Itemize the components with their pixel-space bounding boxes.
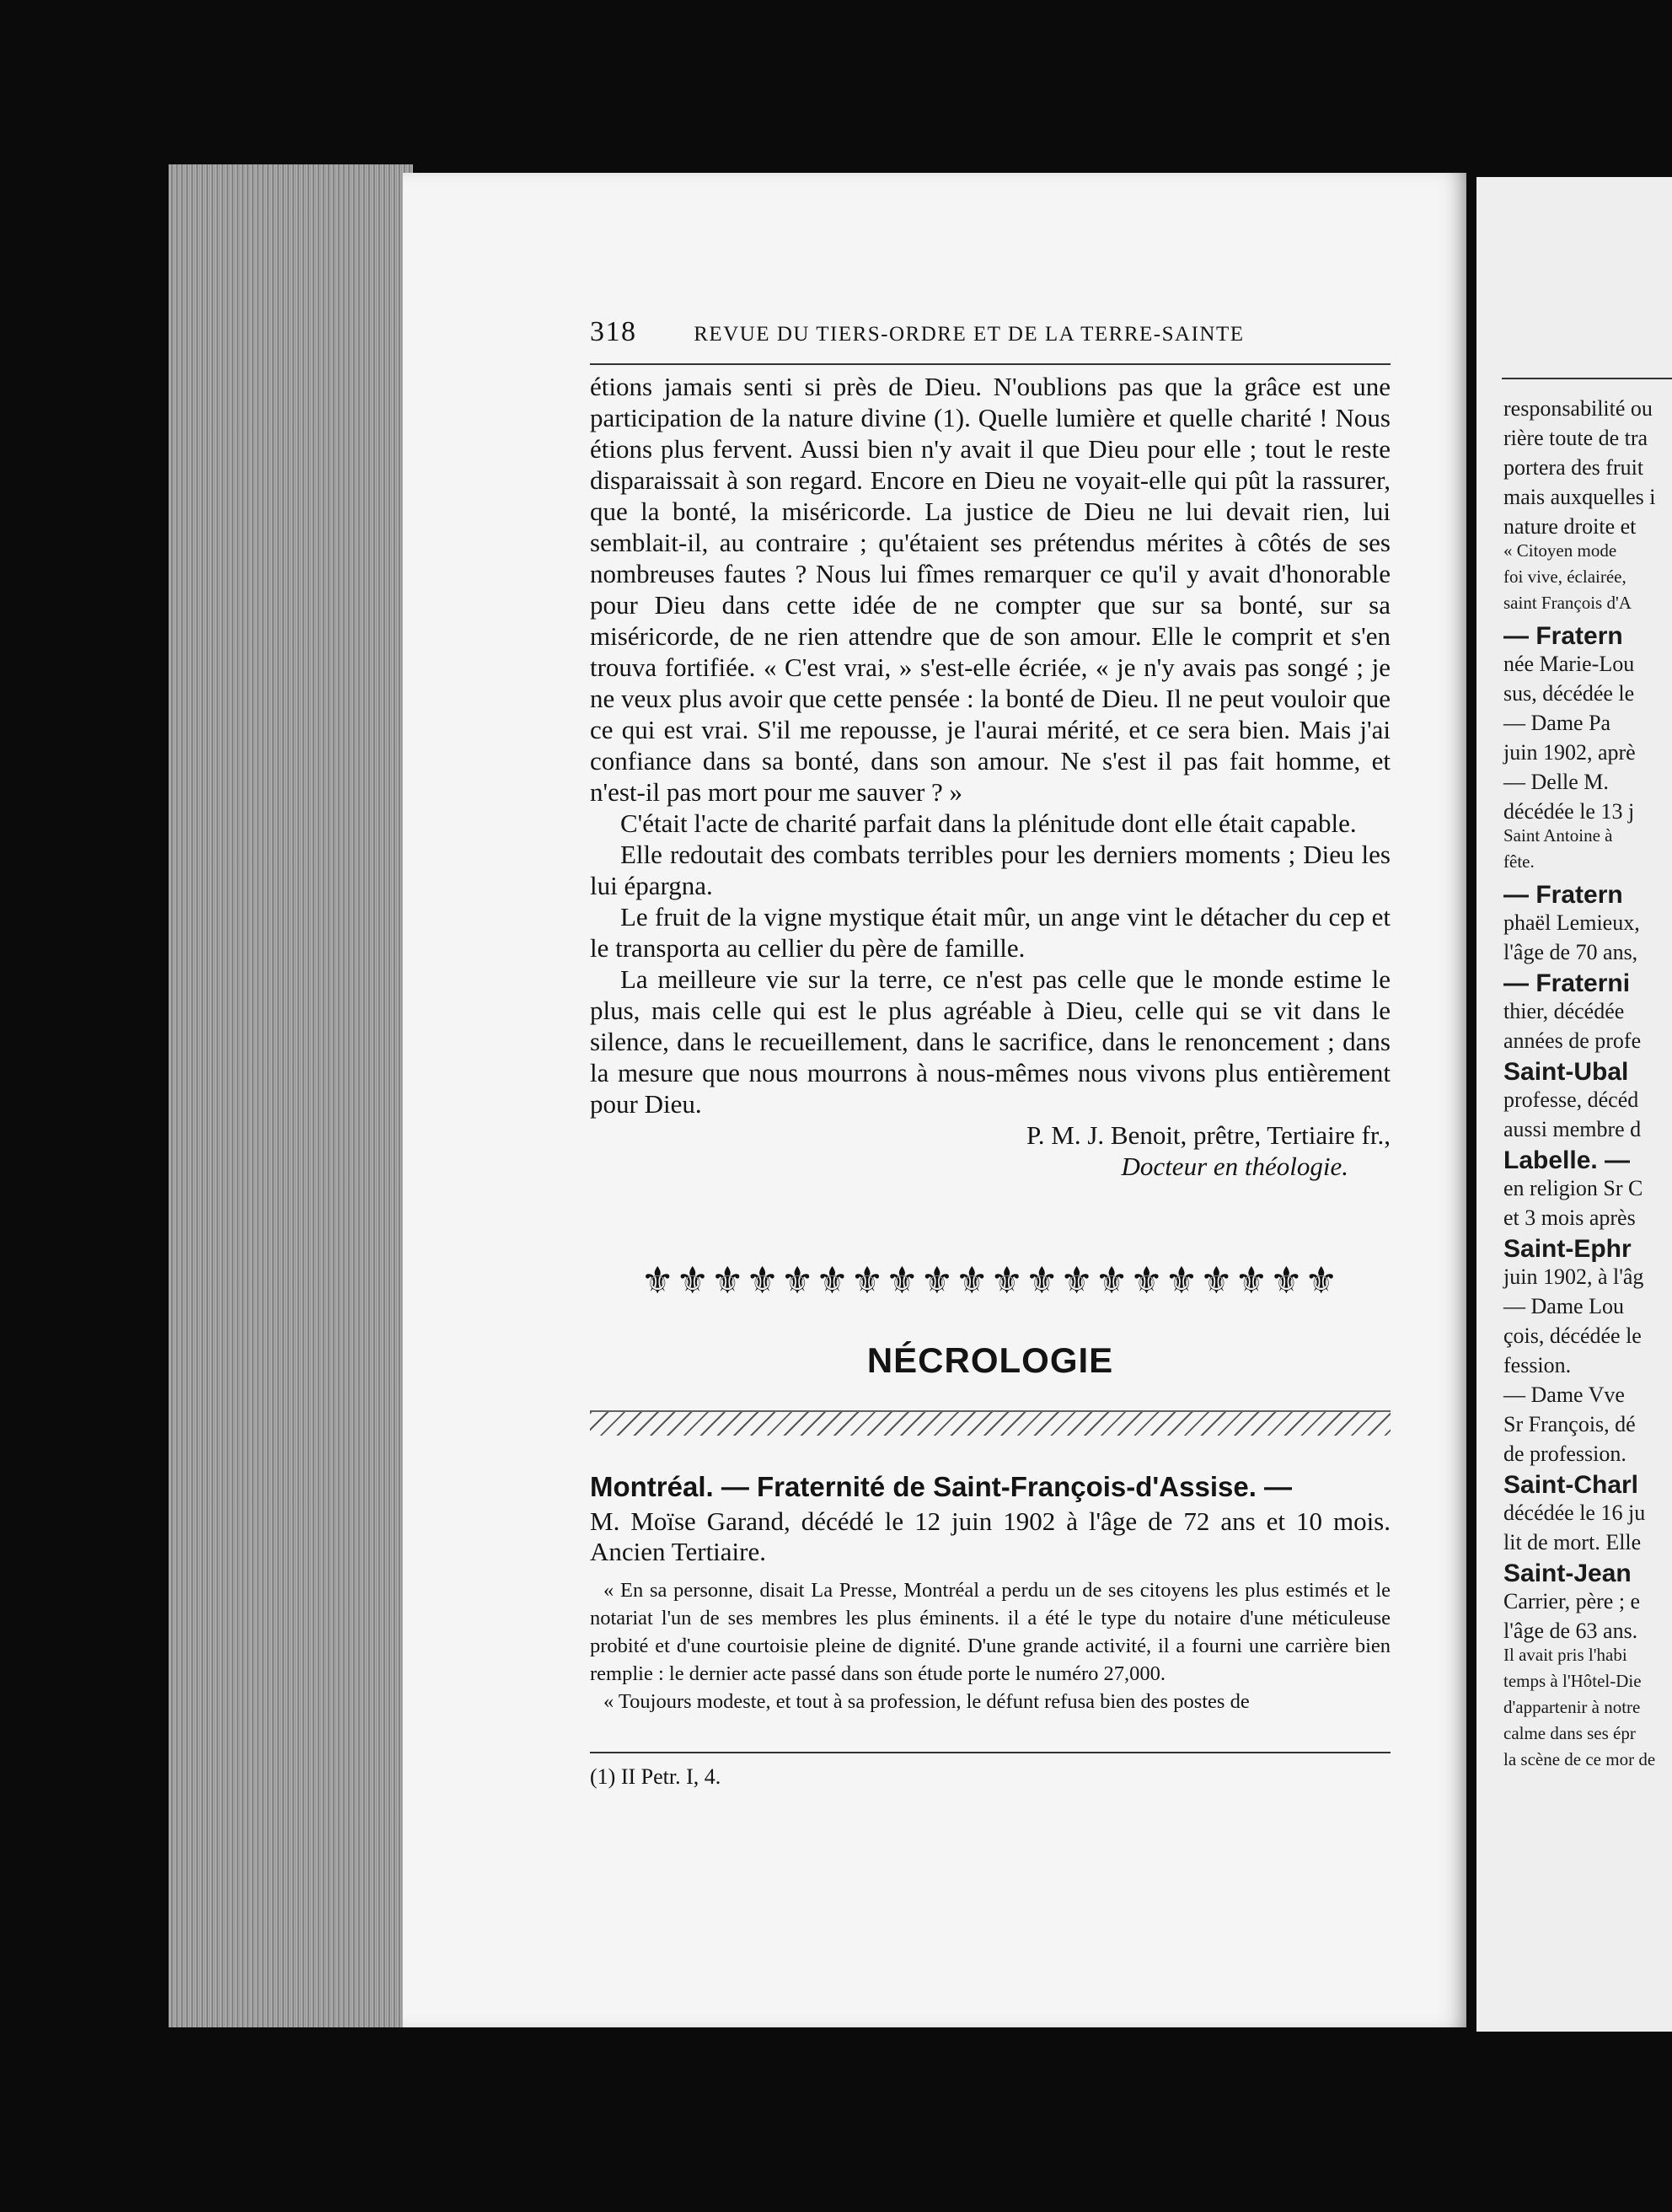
right-page-line: aussi membre d [1503,1117,1642,1141]
right-header-rule [1502,378,1672,379]
right-page-line: temps à l'Hôtel-Die [1503,1671,1642,1691]
right-page-line: décédée le 13 j [1503,799,1635,824]
right-page-line: en religion Sr C [1503,1176,1643,1200]
quote-paragraph-1: « En sa personne, disait La Presse, Montréal a perdu un de ses citoyens les plus estimés et le notariat l'un de ses membres les plus éminents. il a été le type du notaire d'une méticuleuse probité et d'une courtoisie pleine de dignité. D'une grande activité, il a fourni une carrière bien remplie : le dernier acte passé dans son étude porte le numéro 27,000. [590,1579,1391,1685]
right-page-line: sus, décédée le [1503,681,1635,706]
right-page-line: — Fraterni [1503,969,1631,997]
right-page-line: — Fratern [1503,881,1623,909]
right-page-line: « Citoyen mode [1503,540,1617,561]
paragraph-1: étions jamais senti si près de Dieu. N'oublions pas que la grâce est une participation de la nature divine (1). Quelle lumière et quelle charité ! Nous étions plus fervent. Aussi bien n'y avait il que Dieu pour elle ; tout le reste disparaissait à son regard. Encore en Dieu ne voyait-elle qui pût la rassurer, que la bonté, la miséricorde. La justice de Dieu ne lui devait rien, lui semblait-il, au contraire ; qu'étaient ses prétendus mérites à côtés de ses nombreuses fautes ? Nous lui fîmes remarquer ce qu'il y avait d'honorable pour Dieu dans cette idée de ne compter que sur sa bonté, sur sa miséricorde, de ne rien attendre que de son amour. Elle le comprit et s'en trouva fortifiée. « C'est vrai, » s'est-elle écriée, « je n'y avais pas songé ; je ne veux plus avoir que cette pensée : la bonté de Dieu. Il ne peut vouloir que ce qui est vrai. S'il me repousse, je l'aurai mérité, et ce sera bien. Mais j'ai confiance dans sa bonté, dans son amour. Ne s'est il pas fait homme, et n'est-il pas mort pour me sauver ? » [590,372,1391,807]
right-page-line: — Dame Lou [1503,1294,1624,1318]
right-page-line: professe, décéd [1503,1087,1639,1112]
running-head [590,316,1382,350]
right-page-line: Carrier, père ; e [1503,1589,1641,1613]
right-page-line: l'âge de 63 ans. [1503,1619,1638,1643]
right-page-line: lit de mort. Elle [1503,1530,1642,1554]
right-page-line: Il avait pris l'habi [1503,1645,1627,1665]
right-page-line: Saint-Charl [1503,1471,1639,1499]
quote-block [590,1576,1391,1715]
paragraph-4: Le fruit de la vigne mystique était mûr, un ange vint le détacher du cep et le transporta au cellier du père de famille. [590,902,1391,963]
right-page-line: Sr François, dé [1503,1412,1636,1436]
right-page-line: Labelle. — [1503,1146,1631,1174]
right-page-line: — Fratern [1503,622,1623,650]
fleuron-divider: ⚜⚜⚜⚜⚜⚜⚜⚜⚜⚜⚜⚜⚜⚜⚜⚜⚜⚜⚜⚜ [640,1260,1340,1302]
page-edges [169,164,413,2027]
entry-heading: Montréal. — Fraternité de Saint-François-d'Assise. — [590,1471,1293,1502]
paragraph-5: La meilleure vie sur la terre, ce n'est pas celle que le monde estime le plus, mais celle qui est le plus agréable à Dieu, celle qui se vit dans le silence, dans le recueillement, dans le sacrifice, dans le renoncement ; dans la mesure que nous mourrons à nous-mêmes nous vivons plus entièrement pour Dieu. [590,964,1391,1119]
right-page-line: phaël Lemieux, [1503,910,1640,935]
right-page-line: juin 1902, aprè [1503,740,1636,765]
right-page-line: de profession. [1503,1442,1626,1466]
footnote-rule [590,1752,1391,1753]
right-page-line: née Marie-Lou [1503,652,1635,676]
right-page-line: décédée le 16 ju [1503,1501,1646,1525]
right-page [1476,177,1672,2032]
right-page-line: Saint-Jean [1503,1560,1632,1587]
right-page-line: mais auxquelles i [1503,485,1656,509]
right-page-line: années de profe [1503,1028,1642,1053]
article-body [590,371,1391,1182]
left-page [403,173,1466,2027]
header-rule [590,363,1391,365]
paragraph-3: Elle redoutait des combats terribles pour les derniers moments ; Dieu les lui épargna. [590,840,1391,900]
right-page-line: saint François d'A [1503,593,1632,613]
section-title: NÉCROLOGIE [866,1340,1114,1380]
right-page-line: nature droite et [1503,514,1637,539]
right-page-line: Saint-Ephr [1503,1235,1632,1263]
entry-text: M. Moïse Garand, décédé le 12 juin 1902 à l'âge de 72 ans et 10 mois. Ancien Tertiaire. [590,1506,1391,1566]
right-page-line: — Dame Pa [1503,711,1611,735]
signature: P. M. J. Benoit, prêtre, Tertiaire fr., [1026,1120,1391,1150]
quote-paragraph-2: « Toujours modeste, et tout à sa profession, le défunt refusa bien des postes de [603,1690,1250,1713]
right-page-line: et 3 mois après [1503,1205,1636,1230]
right-page-line: l'âge de 70 ans, [1503,940,1638,964]
signature-title: Docteur en théologie. [1121,1152,1348,1181]
right-page-line: Saint-Ubal [1503,1058,1629,1086]
footnote: (1) II Petr. I, 4. [590,1764,721,1789]
running-title: REVUE DU TIERS-ORDRE ET DE LA TERRE-SAINTE [694,323,1245,346]
right-page-line: — Dame Vve [1503,1382,1625,1407]
page-number: 318 [590,316,637,347]
right-page-line: rière toute de tra [1503,426,1648,450]
ornament-divider [590,1410,1391,1436]
right-page-line: fession. [1503,1353,1572,1377]
right-page-line: çois, décédée le [1503,1323,1642,1348]
right-page-line: d'appartenir à notre [1503,1697,1641,1717]
right-page-line: thier, décédée [1503,999,1625,1023]
right-page-line: foi vive, éclairée, [1503,566,1626,587]
right-page-line: portera des fruit [1503,455,1644,480]
paragraph-2: C'était l'acte de charité parfait dans la plénitude dont elle était capable. [620,808,1357,838]
right-page-line: Saint Antoine à [1503,825,1613,846]
right-page-line: juin 1902, à l'âg [1503,1264,1644,1289]
right-page-line: calme dans ses épr [1503,1723,1636,1743]
right-page-line: la scène de ce mor de [1503,1749,1656,1769]
right-page-line: — Delle M. [1503,770,1609,794]
right-page-line: fête. [1503,851,1535,872]
right-page-line: responsabilité ou [1503,396,1653,421]
